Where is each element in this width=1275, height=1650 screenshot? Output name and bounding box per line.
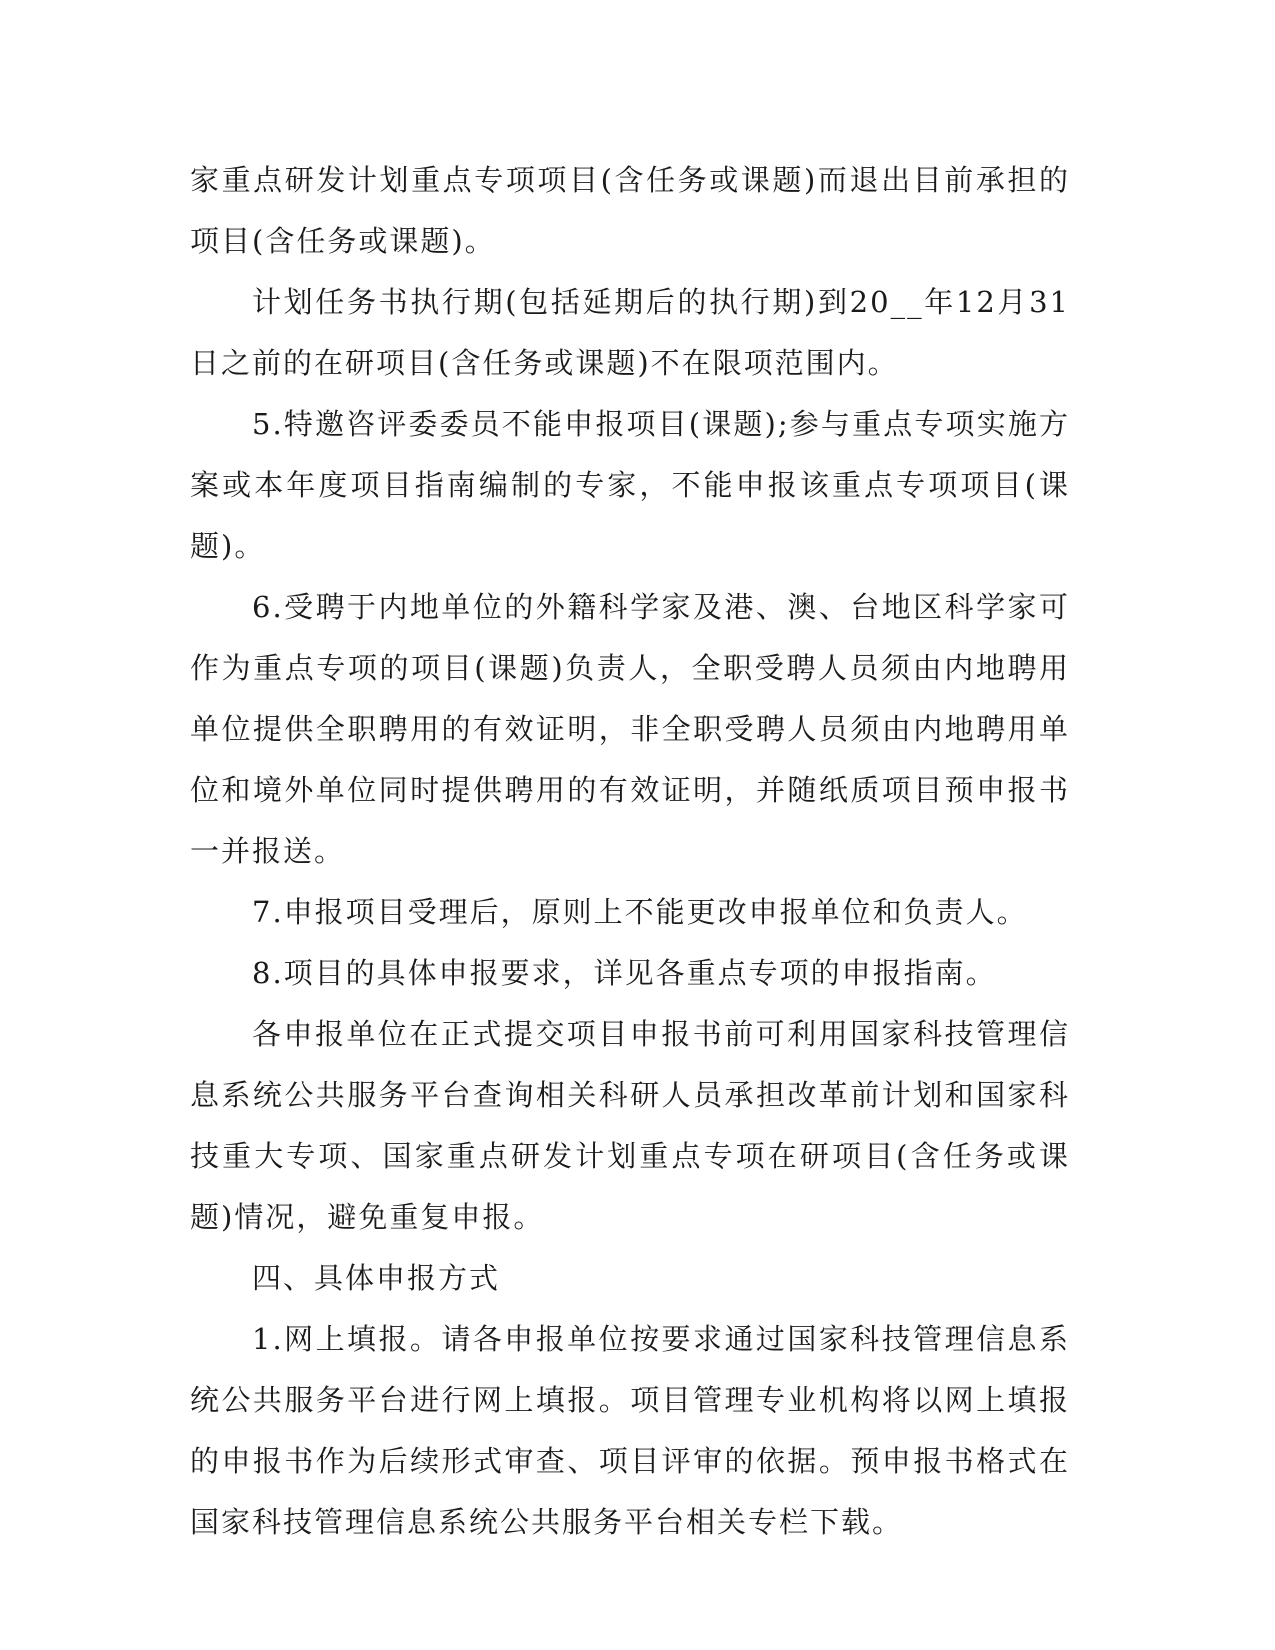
document-body [190, 150, 1070, 1553]
paragraph-item-7: 7.申报项目受理后，原则上不能更改申报单位和负责人。 [252, 895, 1028, 929]
paragraph-continuation: 家重点研发计划重点专项项目(含任务或课题)而退出目前承担的项目(含任务或课题)。 [190, 163, 1070, 258]
paragraph-item-8: 8.项目的具体申报要求，详见各重点专项的申报指南。 [252, 956, 997, 990]
paragraph-execution-period: 计划任务书执行期(包括延期后的执行期)到20__年12月31日之前的在研项目(含任务或课题)不在限项范围内。 [190, 285, 1070, 380]
paragraph-item-6: 6.受聘于内地单位的外籍科学家及港、澳、台地区科学家可作为重点专项的项目(课题)负责人，全职受聘人员须由内地聘用单位提供全职聘用的有效证明，非全职受聘人员须由内地聘用单位和境外单位同时提供聘用的有效证明，并随纸质项目预申报书一并报送。 [190, 590, 1070, 868]
paragraph-query-note: 各申报单位在正式提交项目申报书前可利用国家科技管理信息系统公共服务平台查询相关科研人员承担改革前计划和国家科技重大专项、国家重点研发计划重点专项在研项目(含任务或课题)情况，避免重复申报。 [190, 1017, 1070, 1234]
section-heading-4: 四、具体申报方式 [252, 1261, 501, 1295]
paragraph-online-filing: 1.网上填报。请各申报单位按要求通过国家科技管理信息系统公共服务平台进行网上填报。项目管理专业机构将以网上填报的申报书作为后续形式审查、项目评审的依据。预申报书格式在国家科技管理信息系统公共服务平台相关专栏下载。 [190, 1322, 1070, 1539]
paragraph-item-5: 5.特邀咨评委委员不能申报项目(课题);参与重点专项实施方案或本年度项目指南编制的专家，不能申报该重点专项项目(课题)。 [190, 407, 1070, 563]
